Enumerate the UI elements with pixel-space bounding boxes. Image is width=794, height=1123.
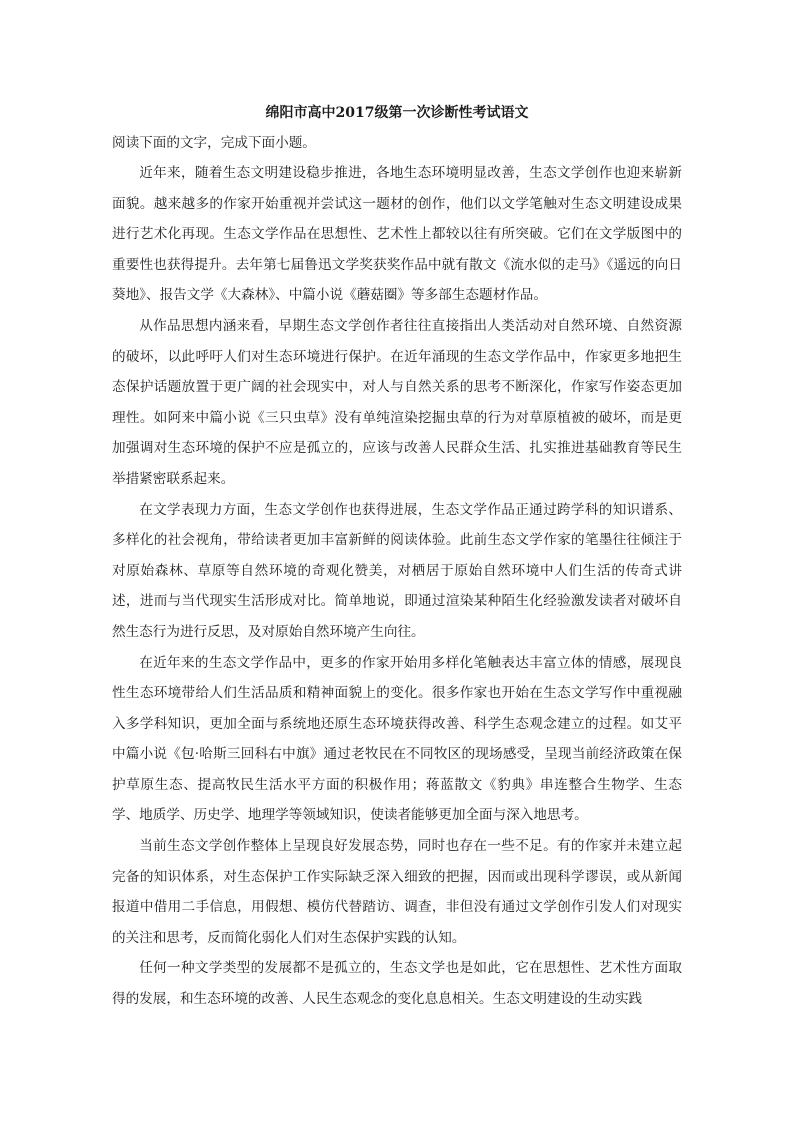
- paragraph-3: 在文学表现力方面，生态文学创作也获得进展，生态文学作品正通过跨学科的知识谱系、多样化的社会视角，带给读者更加丰富新鲜的阅读体验。此前生态文学作家的笔墨往往倾注于对原始森林、草原等自然环境的奇观化赞美，对栖居于原始自然环境中人们生活的传奇式讲述，进而与当代现实生活形成对比。简单地说，即通过渲染某种陌生化经验激发读者对破坏自然生态行为进行反思，及对原始自然环境产生向往。: [112, 501, 682, 640]
- paragraph-2: 从作品思想内涵来看，早期生态文学创作者往往直接指出人类活动对自然环境、自然资源的破坏，以此呼吁人们对生态环境进行保护。在近年涌现的生态文学作品中，作家更多地把生态保护话题放置于更广阔的社会现实中，对人与自然关系的思考不断深化，作家写作姿态更加理性。如阿来中篇小说《三只虫草》没有单纯渲染挖掘虫草的行为对草原植被的破坏，而是更加强调对生态环境的保护不应是孤立的，应该与改善人民群众生活、扎实推进基础教育等民生举措紧密联系起来。: [112, 317, 682, 487]
- paragraph-1: 近年来，随着生态文明建设稳步推进，各地生态环境明显改善，生态文学创作也迎来崭新面貌。越来越多的作家开始重视并尝试这一题材的创作，他们以文学笔触对生态文明建设成果进行艺术化再现。生态文学作品在思想性、艺术性上都较以往有所突破。它们在文学版图中的重要性也获得提升。去年第七届鲁迅文学奖获奖作品中就有散文《流水似的走马》《遥远的向日葵地》、报告文学《大森林》、中篇小说《蘑菇圈》等多部生态题材作品。: [112, 165, 682, 304]
- paragraph-5: 当前生态文学创作整体上呈现良好发展态势，同时也存在一些不足。有的作家并未建立起完备的知识体系，对生态保护工作实际缺乏深入细致的把握，因而或出现科学谬误，或从新闻报道中借用二手信息，用假想、模仿代替踏访、调查，非但没有通过文学创作引发人们对现实的关注和思考，反而简化弱化人们对生态保护实践的认知。: [112, 838, 682, 946]
- paragraph-4: 在近年来的生态文学作品中，更多的作家开始用多样化笔触表达丰富立体的情感，展现良性生态环境带给人们生活品质和精神面貌上的变化。很多作家也开始在生态文学写作中重视融入多学科知识，更加全面与系统地还原生态环境获得改善、科学生态观念建立的过程。如艾平中篇小说《包·哈斯三回科右中旗》通过老牧民在不同牧区的现场感受，呈现当前经济政策在保护草原生态、提高牧民生活水平方面的积极作用；蒋蓝散文《豹典》串连整合生物学、生态学、地质学、历史学、地理学等领域知识，使读者能够更加全面与深入地思考。: [112, 654, 682, 824]
- page-title: 绵阳市高中2017级第一次诊断性考试语文: [265, 105, 529, 121]
- instruction-text: 阅读下面的文字，完成下面小题。: [112, 135, 316, 151]
- paragraph-6: 任何一种文学类型的发展都不是孤立的，生态文学也是如此，它在思想性、艺术性方面取得的发展，和生态环境的改善、人民生态观念的变化息息相关。生态文明建设的生动实践: [112, 960, 682, 1008]
- document-body: [112, 130, 682, 1015]
